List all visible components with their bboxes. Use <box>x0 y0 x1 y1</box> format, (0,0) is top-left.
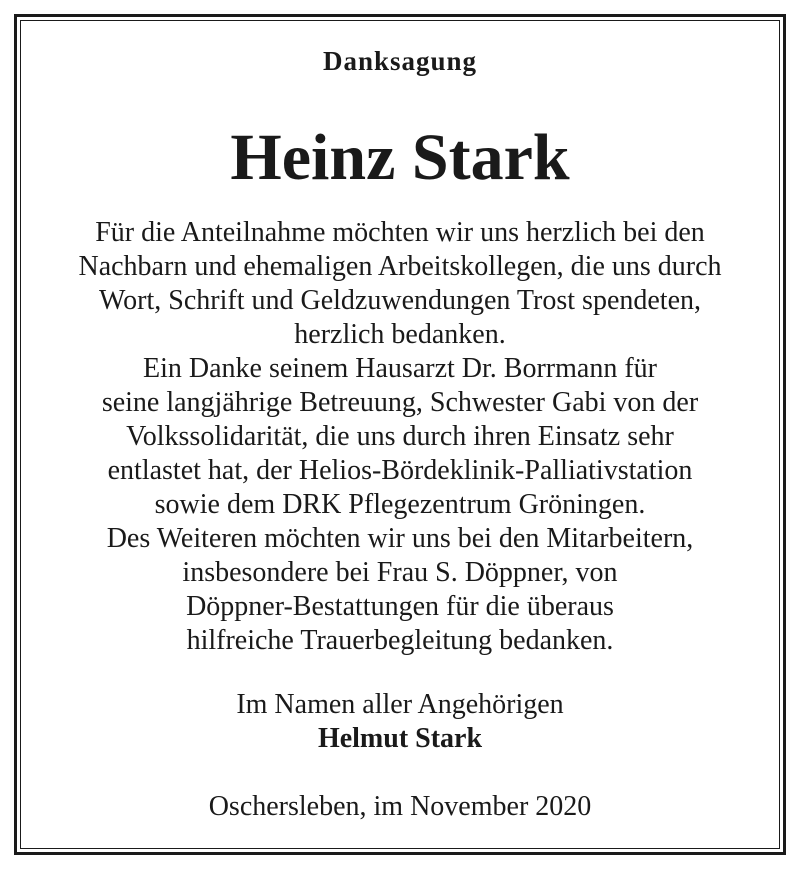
notice-body <box>0 216 800 658</box>
body-line: Für die Anteilnahme möchten wir uns herzlich bei den <box>95 217 705 248</box>
body-line: herzlich bedanken. <box>294 319 506 350</box>
signature-name: Helmut Stark <box>317 723 483 754</box>
signature-intro: Im Namen aller Angehörigen <box>236 689 564 720</box>
body-line: entlastet hat, der Helios-Bördeklinik-Palliativstation <box>107 455 693 486</box>
body-line: Des Weiteren möchten wir uns bei den Mitarbeitern, <box>106 523 694 554</box>
body-line: Wort, Schrift und Geldzuwendungen Trost spendeten, <box>99 285 701 316</box>
body-line: Döppner-Bestattungen für die überaus <box>186 591 614 622</box>
body-line: Volkssolidarität, die uns durch ihren Einsatz sehr <box>126 421 674 452</box>
body-line: Nachbarn und ehemaligen Arbeitskollegen, die uns durch <box>78 251 722 282</box>
body-line: sowie dem DRK Pflegezentrum Gröningen. <box>154 489 646 520</box>
notice-heading: Danksagung <box>322 46 478 76</box>
deceased-name: Heinz Stark <box>230 121 570 194</box>
body-line: hilfreiche Trauerbegleitung bedanken. <box>186 625 614 656</box>
body-line: insbesondere bei Frau S. Döppner, von <box>182 557 618 588</box>
body-line: Ein Danke seinem Hausarzt Dr. Borrmann für <box>143 353 657 384</box>
place-date: Oschersleben, im November 2020 <box>208 791 592 822</box>
body-line: seine langjährige Betreuung, Schwester Gabi von der <box>101 387 699 418</box>
